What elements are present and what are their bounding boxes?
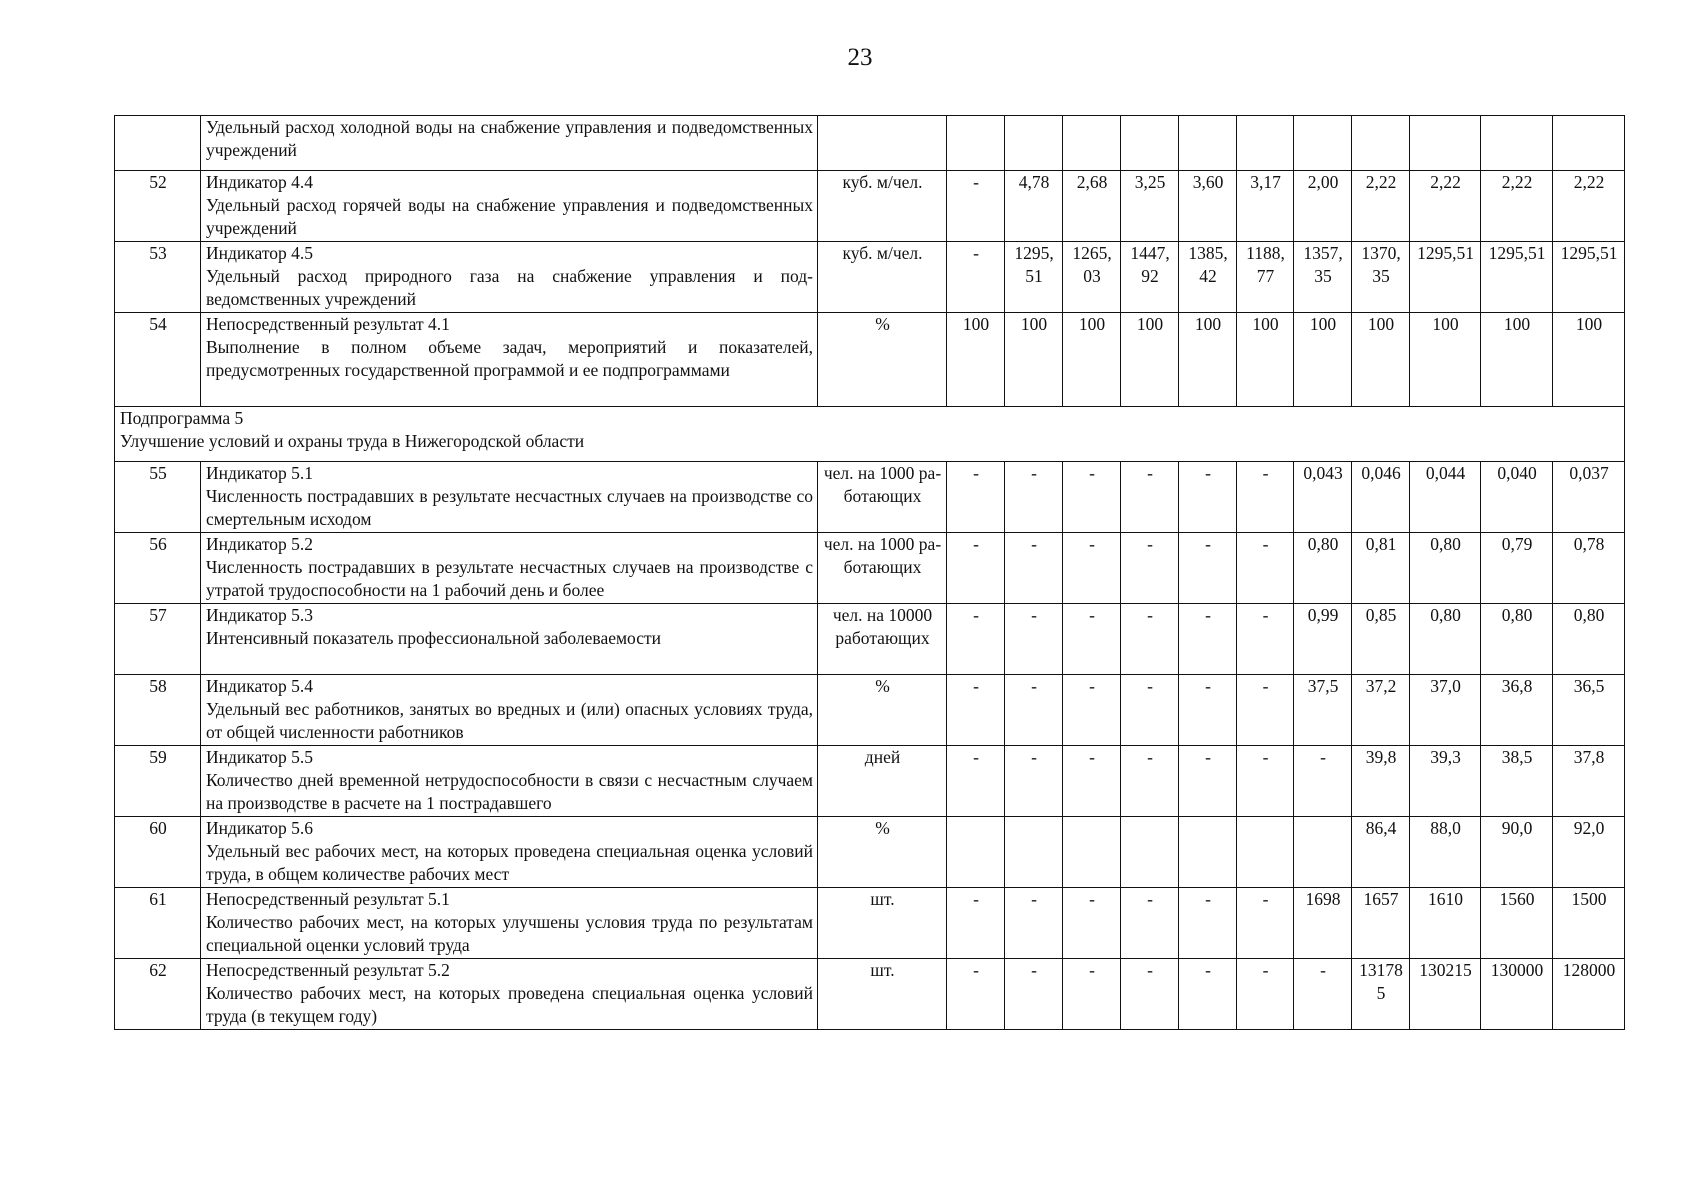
value-cell: 1295,51 — [1553, 242, 1625, 313]
value-cell: 3,17 — [1237, 171, 1294, 242]
value-cell: 90,0 — [1481, 817, 1553, 888]
value-cell: 1698 — [1294, 888, 1352, 959]
table-row — [115, 675, 1625, 746]
value-cell: 0,044 — [1410, 462, 1481, 533]
row-number: 53 — [115, 242, 201, 313]
indicator-text: Удельный расход холодной воды на снабжение управления и подведомственных учреждений — [206, 117, 813, 160]
value-cell: 39,3 — [1410, 746, 1481, 817]
value-cell: 1500 — [1553, 888, 1625, 959]
row-number: 60 — [115, 817, 201, 888]
value-cell: 37,2 — [1352, 675, 1410, 746]
value-cell: 4,78 — [1005, 171, 1063, 242]
value-cell: 1295,51 — [1410, 242, 1481, 313]
value-cell: - — [1179, 462, 1237, 533]
value-cell: 128000 — [1553, 959, 1625, 1030]
value-cell: - — [1063, 533, 1121, 604]
indicator-title: Индикатор 5.3 — [206, 605, 313, 625]
indicator-text: Выполнение в полном объеме задач, мероприятий и показателей, предусмотренных государственной программой и ее подпрограммами — [206, 337, 813, 380]
row-number: 55 — [115, 462, 201, 533]
value-cell — [1005, 817, 1063, 888]
indicator-title: Непосредственный результат 5.1 — [206, 889, 450, 909]
value-cell: - — [947, 242, 1005, 313]
value-cell — [1481, 116, 1553, 171]
value-cell: - — [1005, 604, 1063, 675]
value-cell: 37,8 — [1553, 746, 1625, 817]
indicator-title: Непосредственный результат 5.2 — [206, 960, 450, 980]
indicator-text: Количество дней временной нетрудоспособности в связи с несчастным случаем на производстве в расчете на 1 пострадавшего — [206, 770, 813, 813]
value-cell: 86,4 — [1352, 817, 1410, 888]
value-cell: - — [947, 171, 1005, 242]
value-cell: 1188,77 — [1237, 242, 1294, 313]
indicator-description — [201, 116, 818, 171]
value-cell: 130000 — [1481, 959, 1553, 1030]
indicator-description — [201, 313, 818, 407]
table-row — [115, 462, 1625, 533]
indicator-title: Индикатор 5.2 — [206, 534, 313, 554]
value-cell: 2,22 — [1352, 171, 1410, 242]
value-cell: - — [1179, 959, 1237, 1030]
value-cell: 1385,42 — [1179, 242, 1237, 313]
row-number: 52 — [115, 171, 201, 242]
value-cell: - — [1179, 746, 1237, 817]
unit-cell: куб. м/чел. — [818, 171, 947, 242]
value-cell: - — [1005, 888, 1063, 959]
value-cell: 0,043 — [1294, 462, 1352, 533]
value-cell: 1295,51 — [1481, 242, 1553, 313]
indicator-title: Индикатор 5.5 — [206, 747, 313, 767]
page-number: 23 — [847, 44, 873, 71]
value-cell: 0,81 — [1352, 533, 1410, 604]
value-cell: - — [1179, 533, 1237, 604]
value-cell: - — [1005, 533, 1063, 604]
value-cell: 0,040 — [1481, 462, 1553, 533]
unit-cell — [818, 116, 947, 171]
table-row — [115, 888, 1625, 959]
unit-cell: % — [818, 817, 947, 888]
unit-cell: % — [818, 675, 947, 746]
value-cell: 2,68 — [1063, 171, 1121, 242]
value-cell: 2,00 — [1294, 171, 1352, 242]
value-cell: - — [1063, 888, 1121, 959]
indicator-description — [201, 604, 818, 675]
value-cell — [1063, 817, 1121, 888]
value-cell: 0,80 — [1553, 604, 1625, 675]
indicator-description — [201, 462, 818, 533]
value-cell: - — [1063, 959, 1121, 1030]
value-cell: - — [1294, 746, 1352, 817]
value-cell: - — [1237, 462, 1294, 533]
table-row — [115, 242, 1625, 313]
value-cell: 88,0 — [1410, 817, 1481, 888]
indicator-text: Количество рабочих мест, на которых улучшены условия труда по результатам специальной оценки условий труда — [206, 912, 813, 955]
value-cell: - — [947, 604, 1005, 675]
value-cell — [1005, 116, 1063, 171]
unit-cell: шт. — [818, 888, 947, 959]
value-cell: 1295,51 — [1005, 242, 1063, 313]
row-number: 62 — [115, 959, 201, 1030]
indicator-description — [201, 888, 818, 959]
row-number — [115, 116, 201, 171]
value-cell — [1121, 116, 1179, 171]
subprogram-number: Подпрограмма 5 — [120, 408, 244, 428]
value-cell: 2,22 — [1410, 171, 1481, 242]
value-cell: - — [1294, 959, 1352, 1030]
indicator-title: Индикатор 5.6 — [206, 818, 313, 838]
value-cell: 0,80 — [1481, 604, 1553, 675]
value-cell: - — [947, 746, 1005, 817]
value-cell: 1447,92 — [1121, 242, 1179, 313]
row-number: 54 — [115, 313, 201, 407]
value-cell: - — [947, 462, 1005, 533]
value-cell — [1237, 817, 1294, 888]
value-cell — [947, 817, 1005, 888]
value-cell: 1370,35 — [1352, 242, 1410, 313]
value-cell: - — [1121, 888, 1179, 959]
value-cell: 0,85 — [1352, 604, 1410, 675]
value-cell: 1610 — [1410, 888, 1481, 959]
value-cell: - — [1121, 533, 1179, 604]
table-row — [115, 313, 1625, 407]
value-cell: - — [1063, 462, 1121, 533]
value-cell: - — [1005, 675, 1063, 746]
value-cell: - — [1179, 888, 1237, 959]
value-cell: - — [1237, 888, 1294, 959]
value-cell: - — [1063, 675, 1121, 746]
subprogram-title: Улучшение условий и охраны труда в Нижегородской области — [120, 431, 585, 451]
value-cell: - — [1121, 604, 1179, 675]
indicator-text: Удельный вес работников, занятых во вредных и (или) опасных условиях труда, от общей численности работников — [206, 699, 813, 742]
indicator-description — [201, 959, 818, 1030]
table-row — [115, 171, 1625, 242]
table-body — [115, 116, 1625, 1030]
row-number: 56 — [115, 533, 201, 604]
value-cell: - — [1237, 533, 1294, 604]
table-row — [115, 817, 1625, 888]
value-cell: - — [1121, 746, 1179, 817]
unit-cell: дней — [818, 746, 947, 817]
value-cell: 3,25 — [1121, 171, 1179, 242]
row-number: 57 — [115, 604, 201, 675]
row-number: 59 — [115, 746, 201, 817]
indicator-text: Удельный расход горячей воды на снабжение управления и подведомственных учреждений — [206, 195, 813, 238]
value-cell: 2,22 — [1553, 171, 1625, 242]
indicator-text: Численность пострадавших в результате несчастных случаев на производстве со смертельным исходом — [206, 486, 813, 529]
value-cell — [947, 116, 1005, 171]
section-row — [115, 407, 1625, 462]
value-cell: 1657 — [1352, 888, 1410, 959]
value-cell: 131785 — [1352, 959, 1410, 1030]
value-cell: 37,0 — [1410, 675, 1481, 746]
value-cell — [1179, 116, 1237, 171]
unit-cell: чел. на 10000 работающих — [818, 604, 947, 675]
value-cell: 1357,35 — [1294, 242, 1352, 313]
indicator-text: Удельный вес рабочих мест, на которых проведена специальная оценка условий труда, в общем количестве рабочих мест — [206, 841, 813, 884]
value-cell: 0,79 — [1481, 533, 1553, 604]
value-cell: 1560 — [1481, 888, 1553, 959]
value-cell — [1237, 116, 1294, 171]
value-cell: - — [1005, 462, 1063, 533]
value-cell: - — [947, 959, 1005, 1030]
table-row — [115, 533, 1625, 604]
value-cell: 100 — [1410, 313, 1481, 407]
value-cell: - — [1237, 959, 1294, 1030]
value-cell: 3,60 — [1179, 171, 1237, 242]
value-cell — [1410, 116, 1481, 171]
value-cell: 130215 — [1410, 959, 1481, 1030]
value-cell: 0,80 — [1410, 533, 1481, 604]
indicator-title: Индикатор 4.5 — [206, 243, 313, 263]
unit-cell: чел. на 1000 работающих — [818, 462, 947, 533]
value-cell: - — [1179, 604, 1237, 675]
value-cell: - — [1005, 959, 1063, 1030]
value-cell: 37,5 — [1294, 675, 1352, 746]
value-cell: 38,5 — [1481, 746, 1553, 817]
value-cell: - — [1063, 604, 1121, 675]
indicator-text: Численность пострадавших в результате несчастных случаев на производстве с утратой трудоспособности на 1 рабочий день и более — [206, 557, 813, 600]
value-cell: - — [1179, 675, 1237, 746]
value-cell: 1265,03 — [1063, 242, 1121, 313]
value-cell: 100 — [1294, 313, 1352, 407]
value-cell: - — [1237, 746, 1294, 817]
value-cell: - — [1121, 675, 1179, 746]
indicator-text: Интенсивный показатель профессиональной заболеваемости — [206, 628, 662, 648]
row-number: 58 — [115, 675, 201, 746]
value-cell: 0,037 — [1553, 462, 1625, 533]
indicator-title: Индикатор 5.1 — [206, 463, 313, 483]
value-cell — [1352, 116, 1410, 171]
value-cell: 0,78 — [1553, 533, 1625, 604]
value-cell: 39,8 — [1352, 746, 1410, 817]
value-cell: - — [1121, 462, 1179, 533]
value-cell: 36,8 — [1481, 675, 1553, 746]
indicator-description — [201, 171, 818, 242]
value-cell — [1179, 817, 1237, 888]
value-cell: - — [1237, 604, 1294, 675]
value-cell: 0,99 — [1294, 604, 1352, 675]
indicators-table — [114, 115, 1625, 1030]
subprogram-heading — [115, 407, 1625, 462]
value-cell: 0,046 — [1352, 462, 1410, 533]
value-cell: 100 — [1352, 313, 1410, 407]
indicator-description — [201, 533, 818, 604]
indicator-description — [201, 817, 818, 888]
value-cell — [1553, 116, 1625, 171]
value-cell: - — [1063, 746, 1121, 817]
unit-cell: шт. — [818, 959, 947, 1030]
indicator-title: Непосредственный результат 4.1 — [206, 314, 450, 334]
value-cell: 100 — [1005, 313, 1063, 407]
value-cell: 100 — [1237, 313, 1294, 407]
value-cell: - — [1237, 675, 1294, 746]
value-cell: 100 — [1121, 313, 1179, 407]
table-row — [115, 959, 1625, 1030]
indicator-text: Удельный расход природного газа на снабжение управления и подведомственных учреждений — [206, 266, 813, 309]
value-cell — [1121, 817, 1179, 888]
value-cell — [1063, 116, 1121, 171]
indicator-title: Индикатор 4.4 — [206, 172, 313, 192]
value-cell — [1294, 116, 1352, 171]
value-cell: - — [1121, 959, 1179, 1030]
indicator-text: Количество рабочих мест, на которых проведена специальная оценка условий труда (в текущем году) — [206, 983, 813, 1026]
value-cell: - — [947, 533, 1005, 604]
value-cell: 100 — [1553, 313, 1625, 407]
unit-cell: % — [818, 313, 947, 407]
value-cell: 92,0 — [1553, 817, 1625, 888]
unit-cell: куб. м/чел. — [818, 242, 947, 313]
indicator-description — [201, 242, 818, 313]
value-cell — [1294, 817, 1352, 888]
value-cell: - — [1005, 746, 1063, 817]
unit-cell: чел. на 1000 работающих — [818, 533, 947, 604]
value-cell: 100 — [1481, 313, 1553, 407]
table-row — [115, 116, 1625, 171]
value-cell: 36,5 — [1553, 675, 1625, 746]
row-number: 61 — [115, 888, 201, 959]
indicator-title: Индикатор 5.4 — [206, 676, 313, 696]
value-cell: 2,22 — [1481, 171, 1553, 242]
indicator-description — [201, 746, 818, 817]
table-row — [115, 604, 1625, 675]
value-cell: 100 — [947, 313, 1005, 407]
value-cell: - — [947, 888, 1005, 959]
value-cell: 100 — [1179, 313, 1237, 407]
table-row — [115, 746, 1625, 817]
indicator-description — [201, 675, 818, 746]
value-cell: 0,80 — [1410, 604, 1481, 675]
value-cell: 100 — [1063, 313, 1121, 407]
value-cell: 0,80 — [1294, 533, 1352, 604]
value-cell: - — [947, 675, 1005, 746]
